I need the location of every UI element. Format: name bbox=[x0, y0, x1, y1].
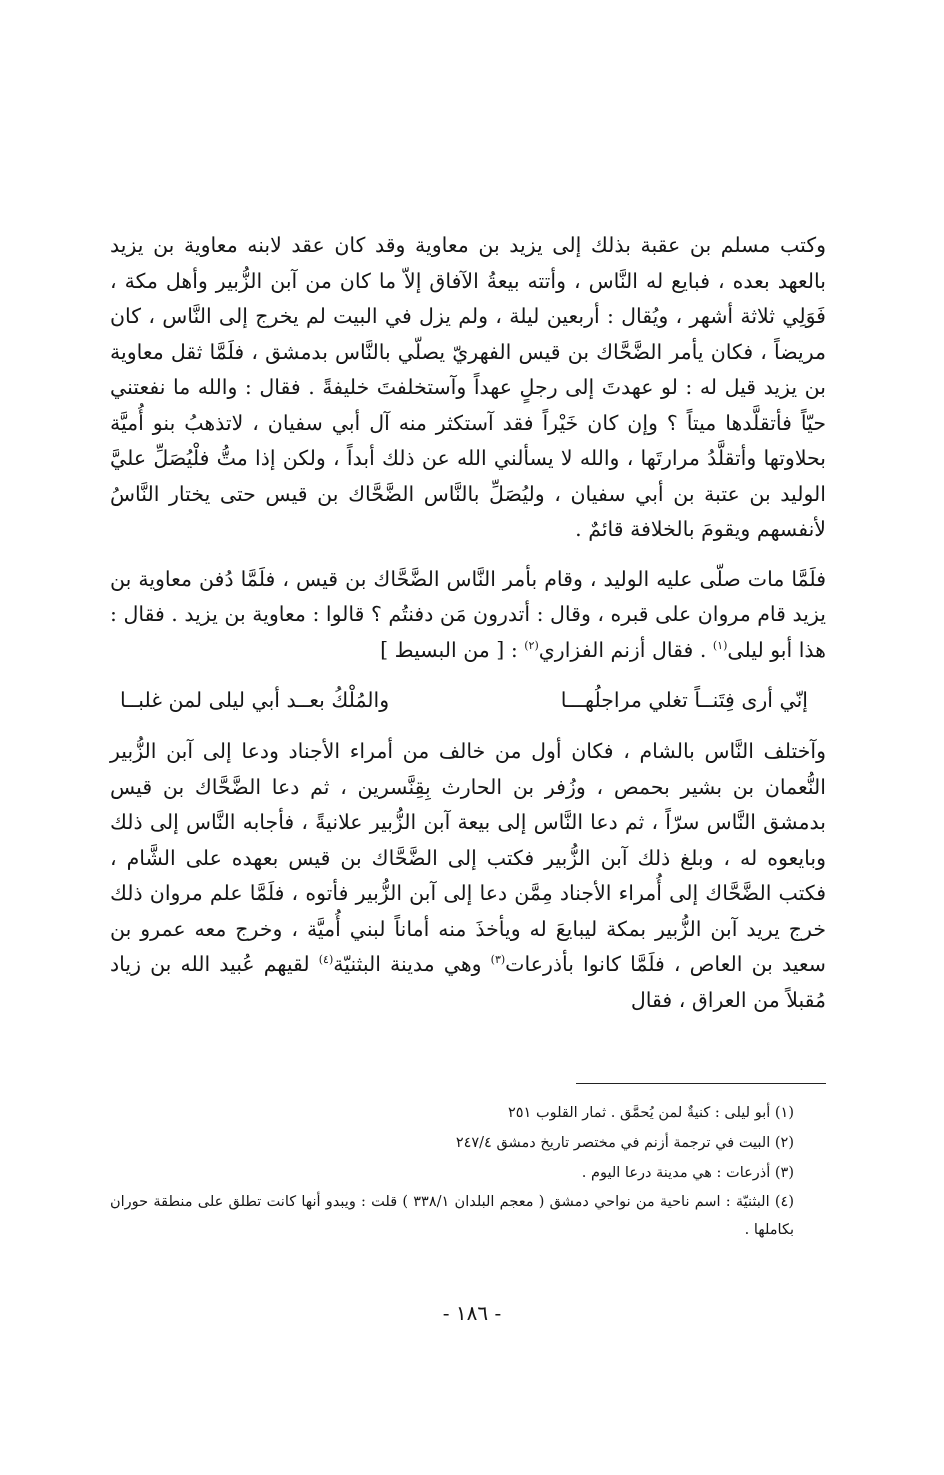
footnote-separator bbox=[576, 1083, 826, 1084]
verse-second-hemistich: والمُلْكُ بعــد أبي ليلى لمن غلبــا bbox=[120, 688, 390, 712]
paragraph-text: فلَمَّا مات صلّى عليه الوليد ، وقام بأمر النَّاس الضَّحَّاك بن قيس ، فلَمَّا دُفن معاوية بن يزيد قام مروان على قبره ، وقال : أتدرون مَن دفنتُم ؟ قالوا : معاوية بن يزيد . فقال : هذا أبو ليلى bbox=[110, 566, 826, 662]
footnote-reference: (١) bbox=[712, 638, 728, 652]
paragraph-text: لقيهم عُبيد الله بن زياد مُقبلاً من العراق ، فقال bbox=[110, 952, 826, 1012]
main-text bbox=[110, 228, 826, 1018]
paragraph-text: . فقال أزنم الفزاري bbox=[538, 637, 713, 662]
paragraph bbox=[110, 562, 826, 669]
footnote: (٤) البثنيّة : اسم ناحية من نواحي دمشق ( معجم البلدان ٣٣٨/١ ) قلت : ويبدو أنها كانت تطلق على منطقة حوران بكاملها . bbox=[110, 1194, 794, 1238]
footnote: (٣) أذرعات : هي مدينة درعا اليوم . bbox=[581, 1165, 794, 1181]
paragraph: وكتب مسلم بن عقبة بذلك إلى يزيد بن معاوية وقد كان عقد لابنه معاوية بن يزيد بالعهد بعده ، فبايع له النَّاس ، وأتته بيعةُ الآفاق إلاّ ما كان من آبن الزُّبير وأهل مكة ، فَوَلِي ثلاثة أشهر ، ويُقال : أربعين ليلة ، ولم يزل في البيت لم يخرج إلى النَّاس ، كان مريضاً ، فكان يأمر الضَّحَّاك بن قيس الفهريّ يصلّي بالنَّاس بدمشق ، فلَمَّا ثقل معاوية بن يزيد قيل له : لو عهدتَ إلى رجلٍ عهداً وآستخلفتَ خليفةً . فقال : والله ما نفعتني حيّاً فأتقلَّدها ميتاً ؟ وإن كان خَيْراً فقد آستكثر منه آل أبي سفيان ، لاتذهبُ بنو أُميَّة بحلاوتها وأتقلَّدُ مرارتَها ، والله لا يسألني الله عن ذلك أبداً ، ولكن إذا متُّ فلْيُصَلِّ عليَّ الوليد بن عتبة بن أبي سفيان ، وليُصَلِّ بالنَّاس الضَّحَّاك بن قيس حتى يختار النَّاسُ لأنفسهم ويقومَ بالخلافة قائمٌ . bbox=[110, 233, 826, 541]
paragraph-text: : [ من البسيط ] bbox=[380, 637, 525, 662]
paragraph bbox=[110, 734, 826, 1018]
footnote-reference: (٣) bbox=[490, 953, 506, 967]
footnote: (١) أبو ليلى : كنيةٌ لمن يُحمَّق . ثمار القلوب ٢٥١ bbox=[507, 1105, 794, 1121]
paragraph-text: وهي مدينة البثنيّة bbox=[333, 952, 491, 976]
poem-verse bbox=[110, 682, 826, 718]
footnote-reference: (٢) bbox=[524, 638, 539, 652]
page-number: - ١٨٦ - bbox=[442, 1301, 502, 1325]
footnote: (٢) البيت في ترجمة أزنم في مختصر تاريخ دمشق ٢٤٧/٤ bbox=[455, 1135, 794, 1151]
paragraph-text: وآختلف النَّاس بالشام ، فكان أول من خالف من أمراء الأجناد ودعا إلى آبن الزُّبير النُّعمان بن بشير بحمص ، وزُفر بن الحارث بِقِنَّسرين ، ثم دعا الضَّحَّاك بن قيس بدمشق النَّاس سرّاً ، ثم دعا النَّاس إلى بيعة آبن الزُّبير علانيةً ، فأجابه النَّاس إلى ذلك وبايعوه له ، وبلغ ذلك آبن الزُّبير فكتب إلى الضَّحَّاك بن قيس بعهده على الشَّام ، فكتب الضَّحَّاك إلى أُمراء الأجناد مِمَّن دعا إلى آبن الزُّبير فأتوه ، فلَمَّا علم مروان ذلك خرج يريد آبن الزُّبير بمكة ليبايعَ له ويأخذَ منه أماناً لبني أُميَّة ، وخرج معه عمرو بن سعيد بن العاص ، فلَمَّا كانوا بأذرعات bbox=[110, 739, 826, 976]
verse-first-hemistich: إنّي أرى فِتَنــاً تغلي مراجلُهـــا bbox=[560, 688, 808, 712]
footnotes bbox=[110, 1098, 826, 1244]
footnote-reference: (٤) bbox=[318, 953, 334, 967]
